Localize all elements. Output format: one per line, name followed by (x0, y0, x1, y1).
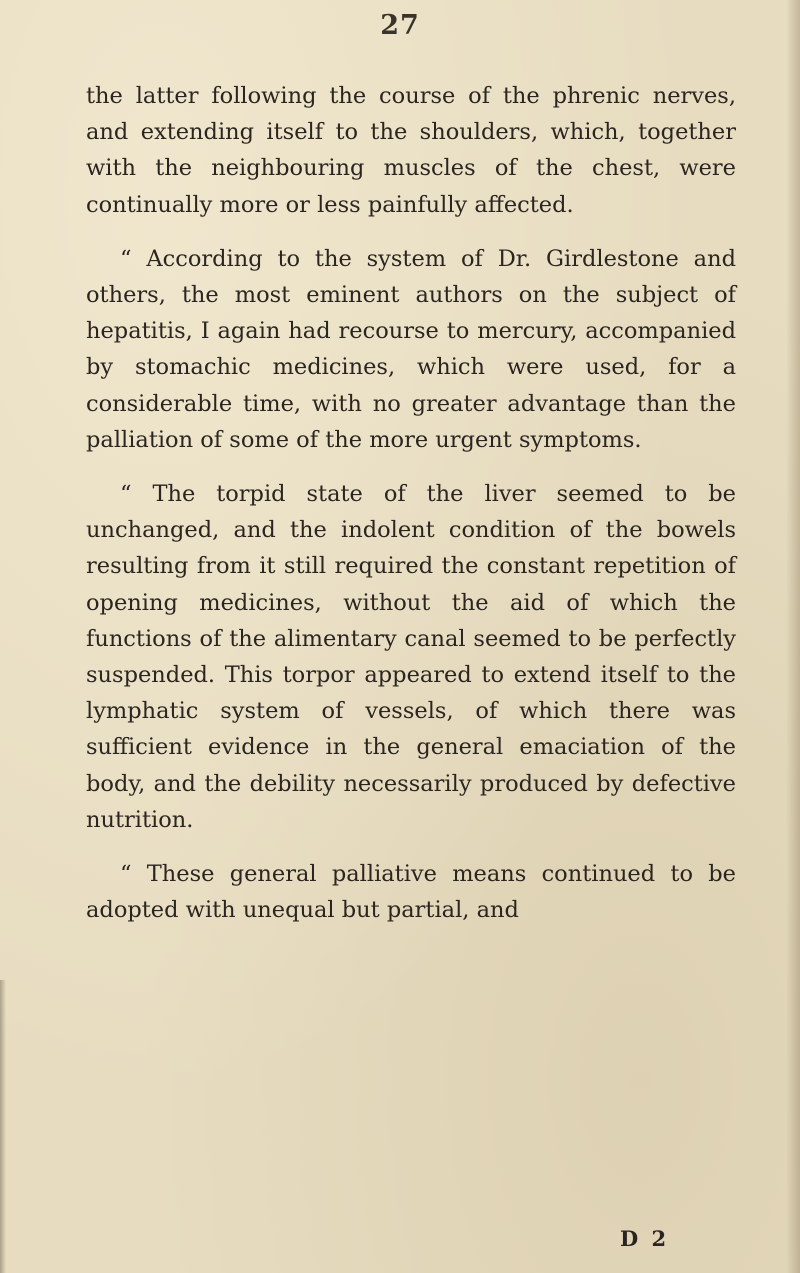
signature-mark: D 2 (620, 1226, 670, 1251)
page-number: 27 (380, 10, 420, 41)
paragraph-2: “ According to the system of Dr. Girdlestone and others, the most eminent authors on the subject of hepatitis, I again had recourse to mercury, accompanied by stomachic medicines, which were used, for a considerable time, with no greater advantage than the palliation of some of the more urgent symptoms. (86, 245, 736, 453)
binding-edge (0, 980, 6, 1273)
page-edge-shadow (786, 0, 800, 1273)
paragraph-4: “ These general palliative means continued to be adopted with unequal but partial, and (86, 861, 736, 924)
paragraph-3: “ The torpid state of the liver seemed to be unchanged, and the indolent condition of the bowels resulting from it still required the constant repetition of opening medicines, without the aid of which the functions of the alimentary canal seemed to be perfectly suspended. This torpor appeared to extend itself to the lymphatic system of vessels, of which there was sufficient evidence in the general emaciation of the body, and the debility necessarily produced by defective nutrition. (86, 481, 736, 833)
paragraph-1: the latter following the course of the phrenic nerves, and extending itself to the shoulders, which, together with the neighbouring muscles of the chest, were continually more or less painfully affected. (86, 83, 736, 218)
body-text (86, 78, 736, 928)
